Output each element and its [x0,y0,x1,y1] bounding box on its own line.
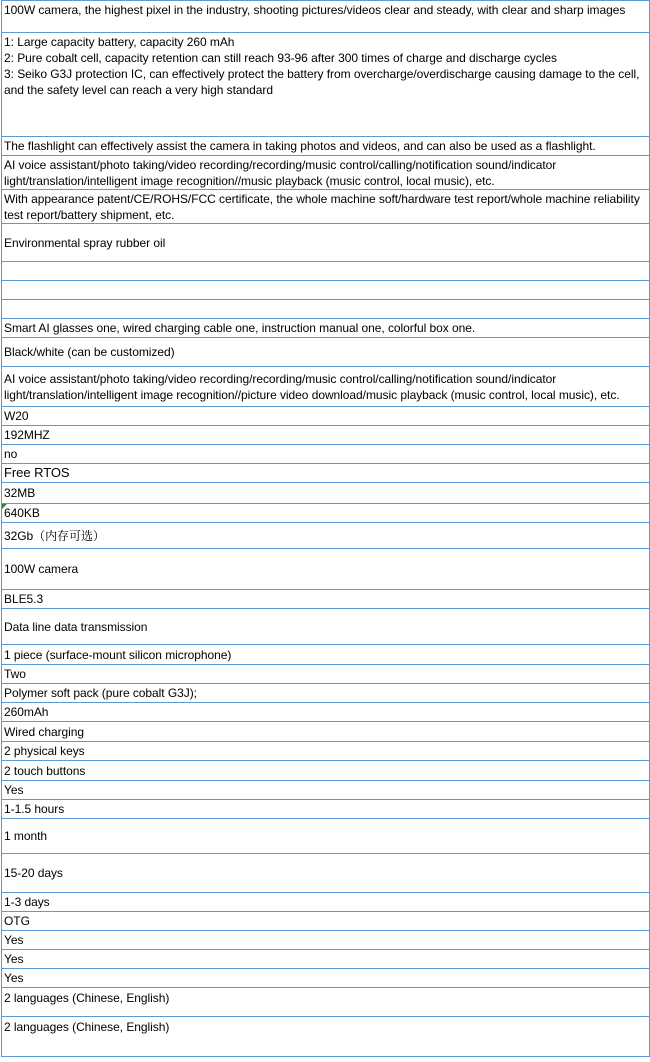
table-row[interactable] [1,665,650,684]
table-row[interactable] [1,367,650,407]
table-row[interactable] [1,893,650,912]
table-row[interactable] [1,854,650,893]
cell-text: Yes [4,971,24,985]
cell-text: 1-3 days [4,895,50,909]
table-row[interactable] [1,464,650,483]
cell-text: BLE5.3 [4,592,44,606]
cell-text: 1 piece (surface-mount silicon microphone) [4,647,232,662]
table-row[interactable] [1,722,650,742]
table-row[interactable] [1,445,650,464]
table-row[interactable] [1,504,650,523]
cell-text: AI voice assistant/photo taking/video recording/recording/music control/calling/notification sound/indicator light/translation/intelligent image recognition//music playback (music control, local music), etc. [4,158,557,188]
table-row[interactable] [1,684,650,703]
cell-text: 100W camera, the highest pixel in the industry, shooting pictures/videos clear and steady, with clear and sharp images [4,3,626,17]
cell-text: Polymer soft pack (pure cobalt G3J); [4,686,197,700]
cell-text: 2 languages (Chinese, English) [4,991,170,1005]
cell-text: 100W camera [4,562,79,576]
cell-text: no [4,447,18,461]
cell-text: Smart AI glasses one, wired charging cable one, instruction manual one, colorful box one. [4,321,476,335]
comment-indicator [2,504,7,509]
table-row[interactable] [1,156,650,190]
table-row[interactable] [1,338,650,367]
table-row[interactable] [1,590,650,609]
table-row[interactable] [1,912,650,931]
cell-text: Yes [4,933,24,947]
table-row[interactable] [1,950,650,969]
cell-text: W20 [4,409,29,423]
cell-text: 2 touch buttons [4,763,86,778]
table-row[interactable] [1,742,650,761]
table-row[interactable] [1,33,650,137]
table-row[interactable] [1,781,650,800]
table-row[interactable] [1,523,650,549]
table-row[interactable] [1,319,650,338]
cell-text: 1-1.5 hours [4,802,65,816]
cell-text: OTG [4,914,30,928]
table-row[interactable] [1,224,650,262]
cell-text: 2 languages (Chinese, English) [4,1020,170,1034]
table-row[interactable] [1,800,650,819]
cell-text: 32Gb（内存可选） [4,528,105,543]
table-row[interactable] [1,426,650,445]
cell-text: 1: Large capacity battery, capacity 260 mAh 2: Pure cobalt cell, capacity retention can still reach 93-96 after 300 times of charge and discharge cycles 3: Seiko G3J protection IC, can effectively protect the battery from overcharge/overdischarge causing damage to the cell, and the safety level can reach a very high standard [4,35,640,97]
cell-text: Yes [4,952,24,966]
table-row[interactable] [1,483,650,504]
table-row[interactable] [1,137,650,156]
table-row[interactable] [1,407,650,426]
table-row[interactable] [1,549,650,590]
table-row[interactable] [1,609,650,645]
cell-text: Yes [4,783,24,797]
table-row[interactable] [1,931,650,950]
cell-text: Free RTOS [4,465,70,480]
cell-text: Data line data transmission [4,619,148,634]
cell-text: With appearance patent/CE/ROHS/FCC certificate, the whole machine soft/hardware test report/whole machine reliability test report/battery shipment, etc. [4,192,640,222]
table-row[interactable] [1,281,650,300]
cell-text: 260mAh [4,705,49,719]
table-row[interactable] [1,0,650,33]
cell-text: 640KB [4,506,40,520]
cell-text: Black/white (can be customized) [4,345,175,359]
table-row[interactable] [1,1017,650,1057]
cell-text: Environmental spray rubber oil [4,235,166,250]
cell-text: 32MB [4,486,36,500]
cell-text: 192MHZ [4,428,50,442]
cell-text: AI voice assistant/photo taking/video recording/recording/music control/calling/notification sound/indicator light/translation/intelligent image recognition//picture video download/music playback (music control, local music), etc. [4,372,620,402]
cell-text: 15-20 days [4,866,63,880]
cell-text: 1 month [4,829,48,843]
table-row[interactable] [1,761,650,781]
cell-text: 2 physical keys [4,744,85,758]
table-row[interactable] [1,969,650,988]
table-row[interactable] [1,645,650,665]
table-row[interactable] [1,262,650,281]
table-row[interactable] [1,703,650,722]
cell-text: Two [4,667,26,681]
cell-text: Wired charging [4,724,85,739]
table-row[interactable] [1,819,650,854]
table-row[interactable] [1,190,650,224]
table-row[interactable] [1,988,650,1017]
table-row[interactable] [1,300,650,319]
cell-text: The flashlight can effectively assist the camera in taking photos and videos, and can also be used as a flashlight. [4,139,596,153]
